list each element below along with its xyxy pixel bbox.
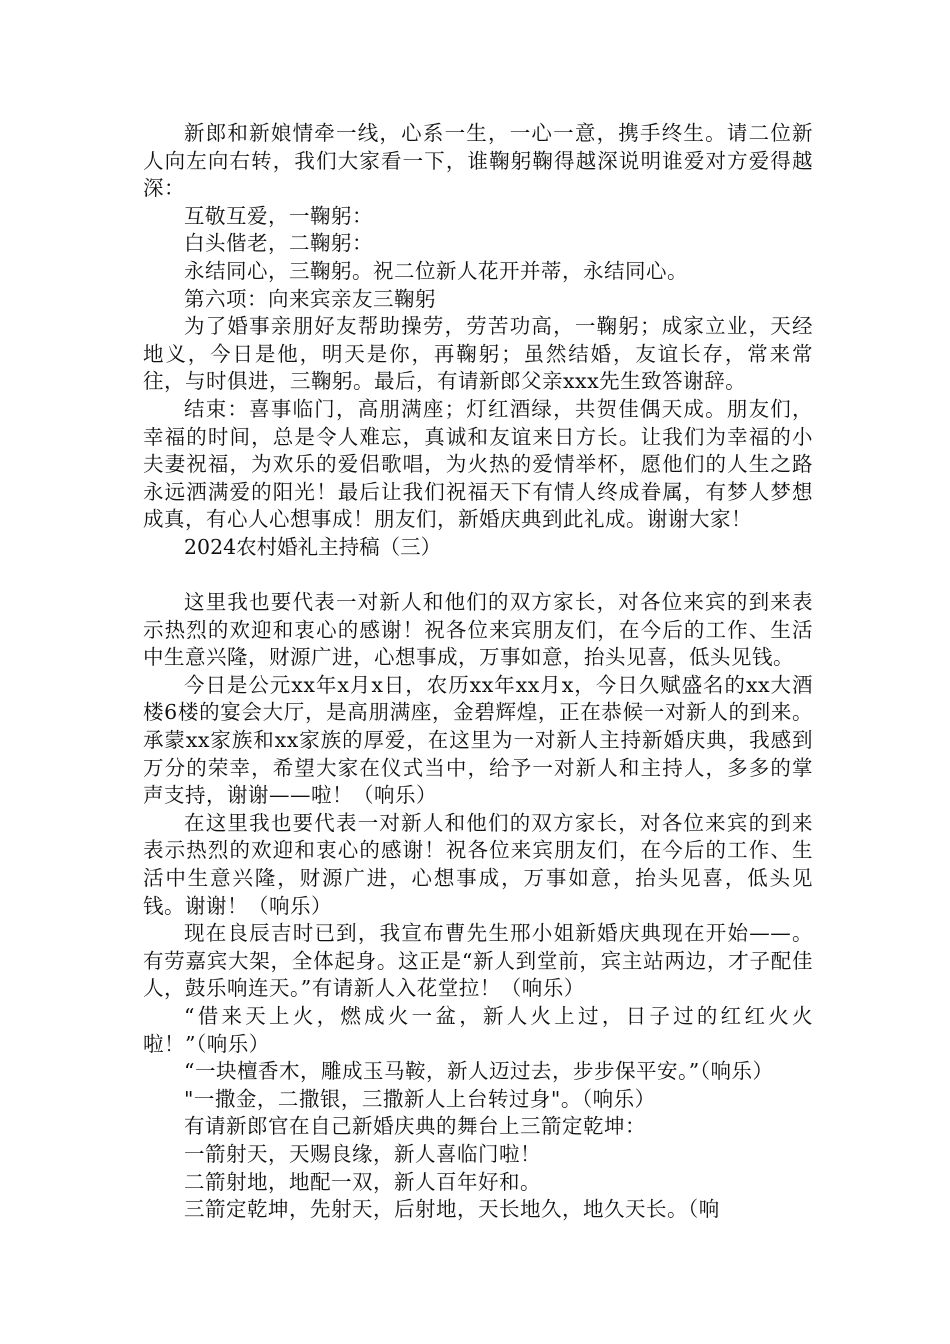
paragraph: 永结同心，三鞠躬。祝二位新人花开并蒂，永结同心。 (184, 258, 688, 283)
paragraph: 今日是公元xx年x月x日，农历xx年xx月x，今日久赋盛名的xx大酒楼6楼的宴会大厅，是高朋满座，金碧辉煌，正在恭候一对新人的到来。承蒙xx家族和xx家族的厚爱，在这里为一对新人主持新婚庆典，我感到万分的荣幸，希望大家在仪式当中，给予一对新人和主持人，多多的掌声支持，谢谢——啦！（响乐） (143, 672, 813, 808)
paragraph: 三箭定乾坤，先射天，后射地，天长地久，地久天长。（响 (184, 1197, 720, 1222)
paragraph: “借来天上火，燃成火一盆，新人火上过，日子过的红红火火啦！”（响乐） (143, 1004, 813, 1056)
document-page (143, 120, 813, 1224)
paragraph: "一撒金，二撒银，三撒新人上台转过身"。（响乐） (184, 1086, 656, 1111)
paragraph: 有请新郎官在自己新婚庆典的舞台上三箭定乾坤： (184, 1114, 646, 1139)
paragraph: 第六项：向来宾亲友三鞠躬 (184, 286, 436, 311)
paragraph: 一箭射天，天赐良缘，新人喜临门啦！ (184, 1141, 541, 1166)
paragraph: 白头偕老，二鞠躬： (184, 231, 373, 256)
paragraph: 结束：喜事临门，高朋满座；灯红酒绿，共贺佳偶天成。朋友们，幸福的时间，总是令人难忘，真诚和友谊来日方长。让我们为幸福的小夫妻祝福，为欢乐的爱侣歌唱，为火热的爱情举杯，愿他们的人生之路永远洒满爱的阳光！最后让我们祝福天下有情人终成眷属，有梦人梦想成真，有心人心想事成！朋友们，新婚庆典到此礼成。谢谢大家！ (143, 396, 813, 532)
section-title: 2024农村婚礼主持稿（三） (184, 534, 442, 559)
paragraph: 互敬互爱，一鞠躬： (184, 203, 373, 228)
paragraph: 现在良辰吉时已到，我宣布曹先生邢小姐新婚庆典现在开始——。有劳嘉宾大架，全体起身。这正是“新人到堂前，宾主站两边，才子配佳人，鼓乐响连天。”有请新人入花堂拉！（响乐） (143, 921, 813, 1001)
paragraph: 在这里我也要代表一对新人和他们的双方家长，对各位来宾的到来表示热烈的欢迎和衷心的感谢！祝各位来宾朋友们，在今后的工作、生活中生意兴隆，财源广进，心想事成，万事如意，抬头见喜，低头见钱。谢谢！（响乐） (143, 810, 813, 918)
paragraph: 为了婚事亲朋好友帮助操劳，劳苦功高，一鞠躬；成家立业，天经地义，今日是他，明天是你，再鞠躬；虽然结婚，友谊长存，常来常往，与时俱进，三鞠躬。最后，有请新郎父亲xxx先生致答谢辞。 (143, 314, 813, 394)
paragraph: 这里我也要代表一对新人和他们的双方家长，对各位来宾的到来表示热烈的欢迎和衷心的感谢！祝各位来宾朋友们，在今后的工作、生活中生意兴隆，财源广进，心想事成，万事如意，抬头见喜，低头见钱。 (143, 590, 813, 670)
paragraph: 二箭射地，地配一双，新人百年好和。 (184, 1169, 541, 1194)
paragraph: 新郎和新娘情牵一线，心系一生，一心一意，携手终生。请二位新人向左向右转，我们大家看一下，谁鞠躬鞠得越深说明谁爱对方爱得越深： (143, 121, 813, 201)
blank-line (143, 562, 813, 590)
paragraph: “一块檀香木，雕成玉马鞍，新人迈过去，步步保平安。”（响乐） (184, 1059, 774, 1084)
